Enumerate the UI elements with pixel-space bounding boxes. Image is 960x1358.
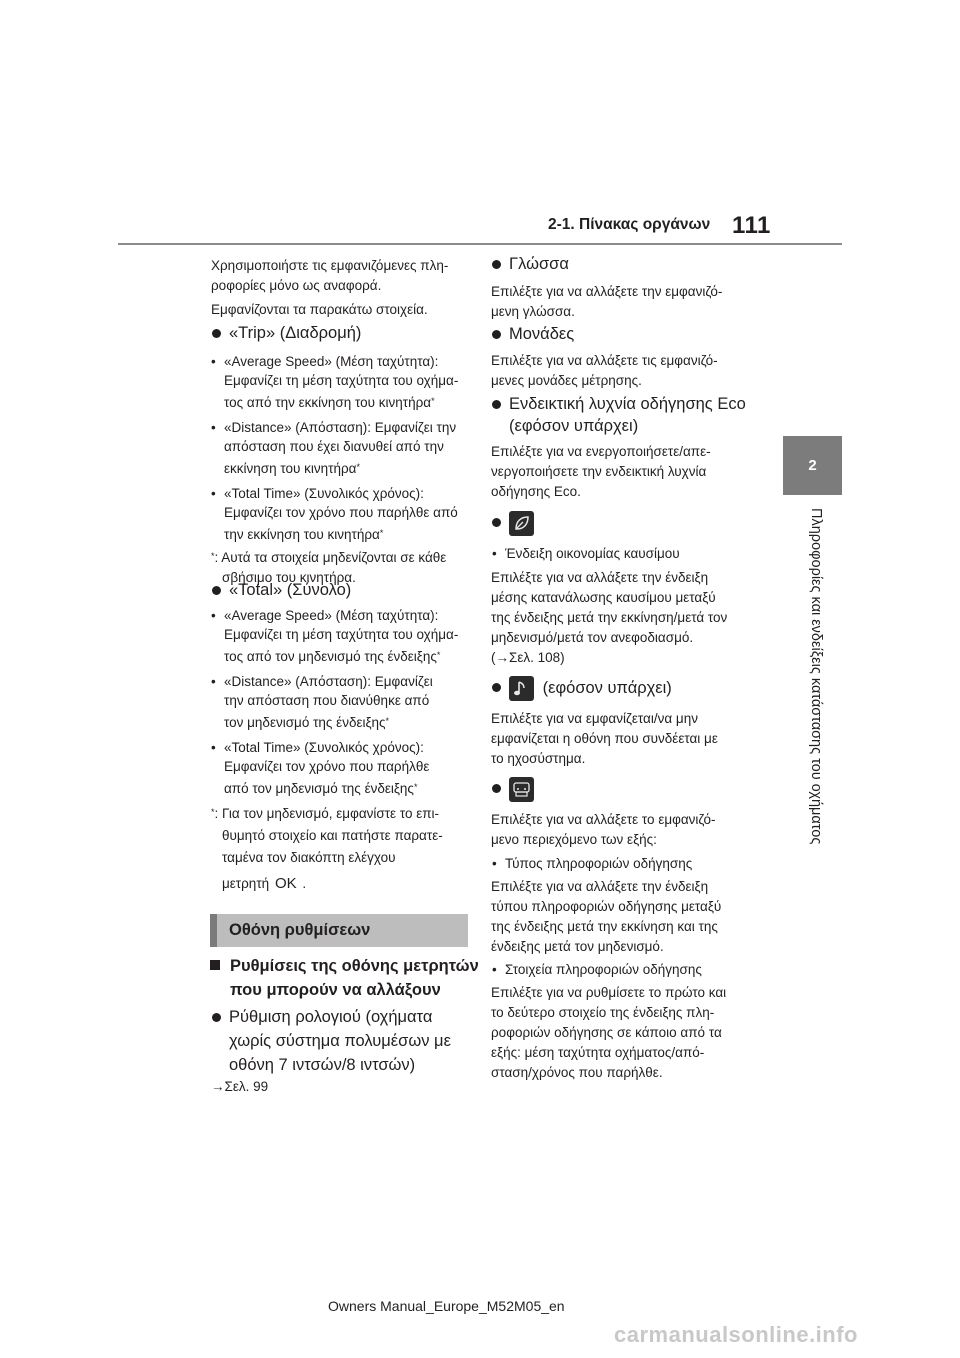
section-header: 2-1. Πίνακας οργάνων bbox=[548, 216, 711, 233]
list-item: • «Total Time» (Συνολικός χρόνος): bbox=[224, 738, 424, 758]
eco-text: Επιλέξτε για να ενεργοποιήσετε/απε- bbox=[491, 444, 711, 459]
page-reference: →Σελ. 99 bbox=[211, 1079, 269, 1094]
drive-text: εξής: μέση ταχύτητα οχήματος/από- bbox=[491, 1045, 705, 1060]
leaf-item bbox=[509, 511, 534, 536]
manual-footer: Owners Manual_Europe_M52M05_en bbox=[328, 1298, 565, 1314]
list-item-line: τον μηδενισμό της ένδειξης* bbox=[224, 715, 390, 730]
audio-text: Επιλέξτε για να εμφανίζεται/να μην bbox=[491, 711, 698, 726]
list-item-line: Εμφανίζει τον χρόνο που παρήλθε bbox=[224, 759, 430, 774]
list-item-line: Εμφανίζει τη μέση ταχύτητα του οχήμα- bbox=[224, 373, 459, 388]
section-title: Οθόνη ρυθμίσεων bbox=[229, 921, 371, 939]
list-item: • «Average Speed» (Μέση ταχύτητα): bbox=[224, 352, 438, 372]
intro-items: Εμφανίζονται τα παρακάτω στοιχεία. bbox=[211, 302, 428, 317]
drive-text: Επιλέξτε για να αλλάξετε την ένδειξη bbox=[491, 879, 709, 894]
list-item: • «Average Speed» (Μέση ταχύτητα): bbox=[224, 606, 438, 626]
header-rule bbox=[118, 243, 842, 245]
ok-switch-label: OK bbox=[274, 875, 297, 892]
watermark: carmanualsonline.info bbox=[614, 1322, 858, 1347]
leaf-icon bbox=[509, 511, 534, 536]
list-item: • Ένδειξη οικονομίας καυσίμου bbox=[505, 544, 680, 564]
list-item: • «Distance» (Απόσταση): Εμφανίζει bbox=[224, 672, 433, 692]
list-item: • Στοιχεία πληροφοριών οδήγησης bbox=[505, 960, 702, 980]
fuel-text: Επιλέξτε για να αλλάξετε την ένδειξη bbox=[491, 570, 709, 585]
eco-heading: Ενδεικτική λυχνία οδήγησης Eco bbox=[509, 393, 746, 416]
units-heading: Μονάδες bbox=[509, 323, 574, 346]
drive-text: ένδειξης μετά τον μηδενισμό. bbox=[491, 939, 664, 954]
audio-text: το ηχοσύστημα. bbox=[491, 751, 586, 766]
chapter-vertical-title: Πληροφορίες και ενδείξεις κατάστασης του οχήματος bbox=[808, 508, 824, 845]
list-item: • «Distance» (Απόσταση): Εμφανίζει την bbox=[224, 418, 456, 438]
list-item: • «Total Time» (Συνολικός χρόνος): bbox=[224, 484, 424, 504]
list-item-line: απόσταση που έχει διανυθεί από την bbox=[224, 439, 444, 454]
audio-heading: (εφόσον υπάρχει) bbox=[542, 678, 672, 697]
music-note-icon bbox=[509, 676, 534, 701]
intro-line: Χρησιμοποιήστε τις εμφανιζόμενες πλη- bbox=[211, 258, 449, 273]
audio-text: εμφανίζεται η οθόνη που συνδέεται με bbox=[491, 731, 718, 746]
list-item-line: από τον μηδενισμό της ένδειξης* bbox=[224, 781, 418, 796]
fuel-text: μηδενισμό/μετά τον ανεφοδιασμό. bbox=[491, 630, 694, 645]
drive-text: τύπου πληροφοριών οδήγησης μεταξύ bbox=[491, 899, 722, 914]
drive-text: ροφοριών οδήγησης σε κάποιο από τα bbox=[491, 1025, 722, 1040]
units-text: μενες μονάδες μέτρησης. bbox=[491, 373, 642, 388]
page-number: 111 bbox=[732, 212, 771, 239]
list-item-line: τος από την εκκίνηση του κινητήρα* bbox=[224, 395, 435, 410]
list-item-line: την εκκίνηση του κινητήρα* bbox=[224, 527, 384, 542]
clock-heading-line: οθόνη 7 ιντσών/8 ιντσών) bbox=[229, 1056, 416, 1074]
audio-item bbox=[509, 676, 672, 701]
total-note-line: μετρητή OK . bbox=[222, 875, 307, 892]
eco-heading-line: (εφόσον υπάρχει) bbox=[509, 417, 639, 435]
trip-note-line: σβήσιμο του κινητήρα. bbox=[222, 570, 356, 585]
eco-text: νεργοποιήσετε την ενδεικτική λυχνία bbox=[491, 464, 707, 479]
drive-text: της ένδειξης μετά την εκκίνηση και της bbox=[491, 919, 718, 934]
list-item: • Τύπος πληροφοριών οδήγησης bbox=[505, 854, 692, 874]
drive-text: το δεύτερο στοιχείο της ένδειξης πλη- bbox=[491, 1005, 715, 1020]
fuel-text: μέσης κατανάλωσης καυσίμου μεταξύ bbox=[491, 590, 716, 605]
total-note-line: ταμένα τον διακόπτη ελέγχου bbox=[222, 850, 396, 865]
section-title-box bbox=[210, 914, 468, 947]
trip-note: *: Αυτά τα στοιχεία μηδενίζονται σε κάθε bbox=[211, 550, 447, 565]
car-info-icon bbox=[509, 777, 534, 802]
list-item-line: την απόσταση που διανύθηκε από bbox=[224, 693, 430, 708]
trip-heading: «Trip» (Διαδρομή) bbox=[229, 322, 361, 345]
list-item-line: Εμφανίζει τη μέση ταχύτητα του οχήμα- bbox=[224, 627, 459, 642]
drive-text: Επιλέξτε για να αλλάξετε το εμφανιζό- bbox=[491, 812, 716, 827]
drive-text: σταση/χρόνος που παρήλθε. bbox=[491, 1065, 663, 1080]
chapter-tab bbox=[783, 436, 842, 495]
intro-line: ροφορίες μόνο ως αναφορά. bbox=[211, 278, 382, 293]
settings-heading-line: που μπορούν να αλλάξουν bbox=[230, 981, 441, 999]
drive-info-item bbox=[509, 777, 534, 802]
language-heading: Γλώσσα bbox=[509, 253, 569, 276]
clock-heading-line: χωρίς σύστημα πολυμέσων με bbox=[229, 1032, 451, 1050]
total-heading: «Total» (Σύνολο) bbox=[229, 579, 351, 602]
settings-heading: Ρυθμίσεις της οθόνης μετρητών bbox=[230, 955, 479, 978]
fuel-text: της ένδειξης μετά την εκκίνηση/μετά τον bbox=[491, 610, 728, 625]
list-item-line: Εμφανίζει τον χρόνο που παρήλθε από bbox=[224, 505, 458, 520]
chapter-number: 2 bbox=[808, 457, 817, 474]
drive-text: Επιλέξτε για να ρυθμίσετε το πρώτο και bbox=[491, 985, 727, 1000]
units-text: Επιλέξτε για να αλλάξετε τις εμφανιζό- bbox=[491, 353, 718, 368]
fuel-text: (→Σελ. 108) bbox=[491, 650, 565, 665]
total-note: *: Για τον μηδενισμό, εμφανίστε το επι- bbox=[211, 806, 440, 821]
drive-text: μενο περιεχόμενο των εξής: bbox=[491, 832, 657, 847]
language-text: Επιλέξτε για να αλλάξετε την εμφανιζό- bbox=[491, 284, 723, 299]
list-item-line: εκκίνηση του κινητήρα* bbox=[224, 461, 360, 476]
eco-text: οδήγησης Eco. bbox=[491, 484, 581, 499]
language-text: μενη γλώσσα. bbox=[491, 304, 575, 319]
total-note-line: θυμητό στοιχείο και πατήστε παρατε- bbox=[222, 828, 443, 843]
clock-heading: Ρύθμιση ρολογιού (οχήματα bbox=[229, 1006, 432, 1029]
list-item-line: τος από τον μηδενισμό της ένδειξης* bbox=[224, 649, 441, 664]
